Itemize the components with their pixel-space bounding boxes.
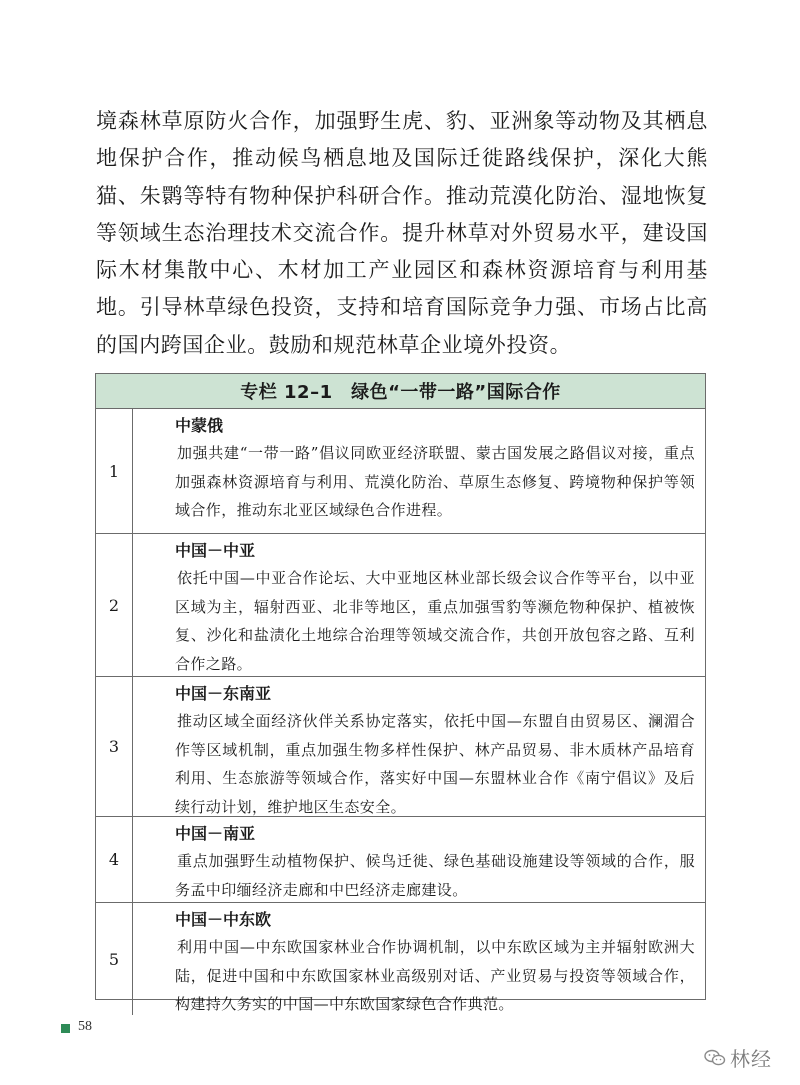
row-number: 5 (96, 903, 133, 1015)
table-row (96, 409, 705, 534)
row-content (133, 677, 705, 816)
column-box-title: 专栏 12–1 绿色“一带一路”国际合作 (96, 374, 705, 409)
column-box (95, 373, 706, 1013)
row-title: 中蒙俄 (175, 416, 224, 435)
wechat-icon (704, 1049, 726, 1067)
row-title: 中国－中亚 (175, 541, 256, 560)
page-number: 58 (78, 1019, 92, 1034)
row-text: 加强共建“一带一路”倡议同欧亚经济联盟、蒙古国发展之路倡议对接，重点加强森林资源培育与利用、荒漠化防治、草原生态修复、跨境物种保护等领域合作，推动东北亚区域绿色合作进程。 (175, 444, 695, 519)
row-title: 中国－中东欧 (175, 910, 272, 929)
row-title: 中国－东南亚 (175, 684, 272, 703)
row-text: 利用中国—中东欧国家林业合作协调机制，以中东欧区域为主并辐射欧洲大陆，促进中国和中东欧国家林业高级别对话、产业贸易与投资等领域合作，构建持久务实的中国—中东欧国家绿色合作典范。 (175, 938, 695, 1013)
page-marker-square (61, 1024, 70, 1033)
row-content (133, 409, 705, 533)
row-text: 重点加强野生动植物保护、候鸟迁徙、绿色基础设施建设等领域的合作，服务孟中印缅经济走廊和中巴经济走廊建设。 (175, 852, 695, 899)
table-row (96, 903, 705, 1015)
row-content (133, 534, 705, 676)
row-title: 中国－南亚 (175, 824, 256, 843)
intro-text (96, 103, 708, 364)
intro-paragraph: 境森林草原防火合作，加强野生虎、豹、亚洲象等动物及其栖息地保护合作，推动候鸟栖息地及国际迁徙路线保护，深化大熊猫、朱鹮等特有物种保护科研合作。推动荒漠化防治、湿地恢复等领域生态治理技术交流合作。提升林草对外贸易水平，建设国际木材集散中心、木材加工产业园区和森林资源培育与利用基地。引导林草绿色投资，支持和培育国际竞争力强、市场占比高的国内跨国企业。鼓励和规范林草企业境外投资。 (96, 109, 708, 357)
row-content (133, 903, 705, 1015)
table-row (96, 677, 705, 817)
row-content (133, 817, 705, 902)
watermark (704, 1043, 772, 1072)
row-number: 4 (96, 817, 133, 902)
table-row (96, 817, 705, 903)
row-number: 1 (96, 409, 133, 533)
row-number: 2 (96, 534, 133, 676)
table-row (96, 534, 705, 677)
row-text: 推动区域全面经济伙伴关系协定落实，依托中国—东盟自由贸易区、澜湄合作等区域机制，重点加强生物多样性保护、林产品贸易、非木质林产品培育利用、生态旅游等领域合作，落实好中国—东盟林业合作《南宁倡议》及后续行动计划，维护地区生态安全。 (175, 712, 695, 816)
watermark-text: 林经 (730, 1047, 772, 1071)
row-number: 3 (96, 677, 133, 816)
row-text: 依托中国—中亚合作论坛、大中亚地区林业部长级会议合作等平台，以中亚区域为主，辐射西亚、北非等地区，重点加强雪豹等濒危物种保护、植被恢复、沙化和盐渍化土地综合治理等领域交流合作，共创开放包容之路、互利合作之路。 (175, 569, 695, 673)
